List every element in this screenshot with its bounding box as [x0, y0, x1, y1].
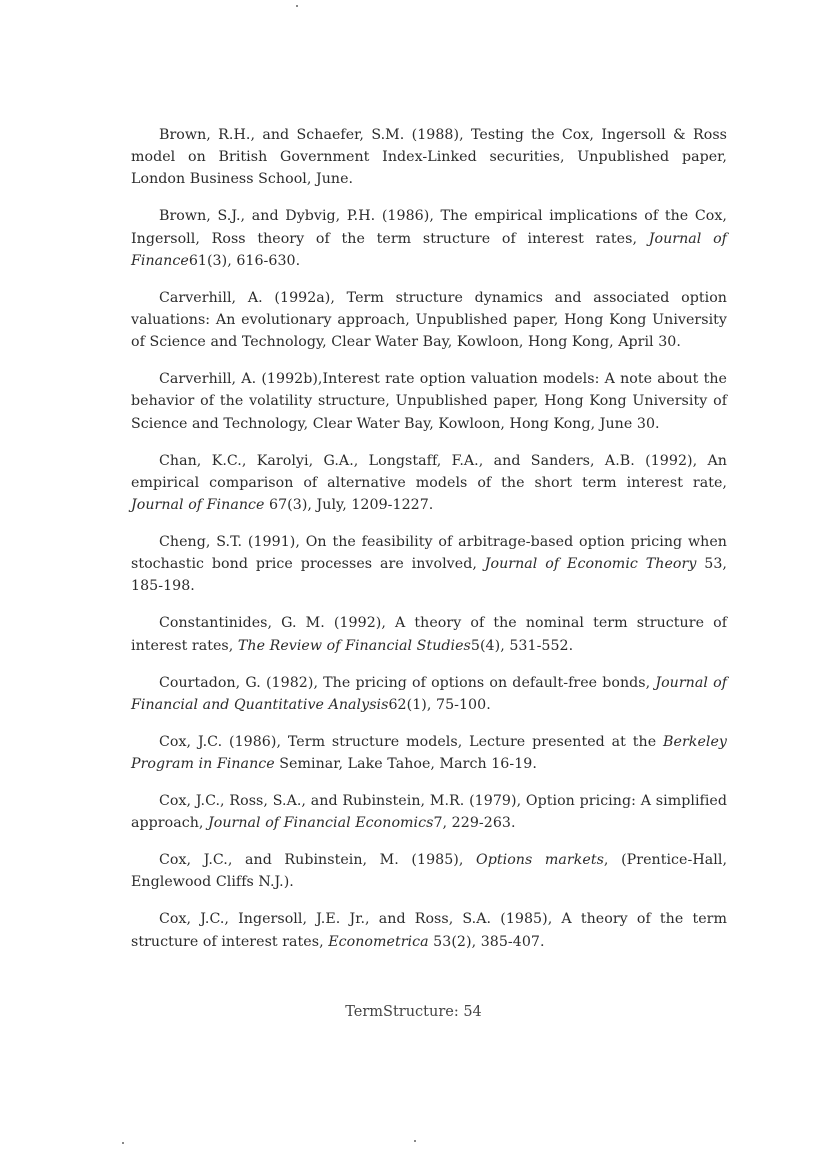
reference-source-title: Journal of Financial and Quantitative Analysis: [131, 674, 727, 713]
reference-text: Carverhill, A. (1992b),Interest rate option valuation models: A note about the behavior of the volatility structure, Unpublished paper, Hong Kong University of Science and Technology, Clear Water Bay, Kowloon, Hong Kong, June 30.: [131, 371, 727, 432]
reference-source-title: Journal of Financial Economics: [208, 815, 434, 832]
reference-entry: [131, 287, 727, 354]
reference-entry: [131, 612, 727, 656]
reference-text: Chan, K.C., Karolyi, G.A., Longstaff, F.A., and Sanders, A.B. (1992), An empirical comparison of alternative models of the short term interest rate,: [131, 452, 727, 491]
reference-source-title: The Review of Financial Studies: [237, 637, 471, 654]
scan-speck: [414, 1140, 416, 1142]
reference-text: Brown, S.J., and Dybvig, P.H. (1986), The empirical implications of the Cox, Ingersoll, Ross theory of the term structure of interest rates,: [131, 208, 727, 247]
reference-text: 7, 229-263.: [433, 815, 516, 832]
page-footer: TermStructure: 54: [345, 1004, 482, 1020]
scan-speck: [122, 1142, 124, 1144]
reference-text: 5(4), 531-552.: [470, 637, 574, 654]
reference-entry: [131, 790, 727, 834]
reference-source-title: Options markets: [476, 852, 604, 869]
reference-text: 61(3), 616-630.: [188, 252, 301, 269]
reference-entry: [131, 124, 727, 191]
reference-source-title: Journal of Economic Theory: [484, 556, 697, 573]
reference-entry: [131, 849, 727, 893]
scan-speck: [296, 5, 298, 7]
reference-entry: [131, 672, 727, 716]
reference-text: Carverhill, A. (1992a), Term structure dynamics and associated option valuations: An evolutionary approach, Unpublished paper, Hong Kong University of Science and Technology, Clear Water Bay, Kowloon, Hong Kong, April 30.: [131, 289, 727, 351]
reference-text: Courtadon, G. (1982), The pricing of options on default-free bonds,: [159, 674, 656, 691]
reference-text: 67(3), July, 1209-1227.: [264, 497, 434, 514]
reference-text: 62(1), 75-100.: [388, 696, 491, 713]
reference-source-title: Journal of Finance: [131, 230, 727, 269]
reference-text: Cox, J.C., Ross, S.A., and Rubinstein, M.R. (1979), Option pricing: A simplified approach,: [131, 793, 727, 832]
reference-entry: [131, 450, 727, 517]
reference-text: Cox, J.C. (1986), Term structure models, Lecture presented at the: [159, 733, 664, 750]
reference-list: [131, 124, 727, 968]
reference-text: Cox, J.C., and Rubinstein, M. (1985),: [159, 852, 477, 869]
reference-entry: [131, 908, 727, 952]
reference-text: Cox, J.C., Ingersoll, J.E. Jr., and Ross, S.A. (1985), A theory of the term structure of interest rates,: [131, 911, 727, 950]
reference-entry: [131, 731, 727, 775]
reference-text: Cheng, S.T. (1991), On the feasibility of arbitrage-based option pricing when stochastic bond price processes are involved,: [131, 534, 727, 573]
reference-text: 53, 185-198.: [131, 556, 727, 595]
reference-entry: [131, 531, 727, 598]
reference-source-title: Berkeley Program in Finance: [131, 733, 727, 773]
reference-entry: [131, 368, 727, 435]
reference-text: Seminar, Lake Tahoe, March 16-19.: [274, 756, 537, 773]
reference-source-title: Econometrica: [328, 933, 429, 950]
reference-source-title: Journal of Finance: [131, 497, 265, 514]
reference-text: 53(2), 385-407.: [428, 933, 545, 950]
reference-entry: [131, 205, 727, 272]
reference-text: , (Prentice-Hall, Englewood Cliffs N.J.).: [131, 852, 728, 891]
reference-text: Constantinides, G. M. (1992), A theory of the nominal term structure of interest rates,: [131, 615, 727, 654]
reference-text: Brown, R.H., and Schaefer, S.M. (1988), Testing the Cox, Ingersoll & Ross model on British Government Index-Linked securities, Unpublished paper, London Business School, June.: [131, 127, 727, 188]
